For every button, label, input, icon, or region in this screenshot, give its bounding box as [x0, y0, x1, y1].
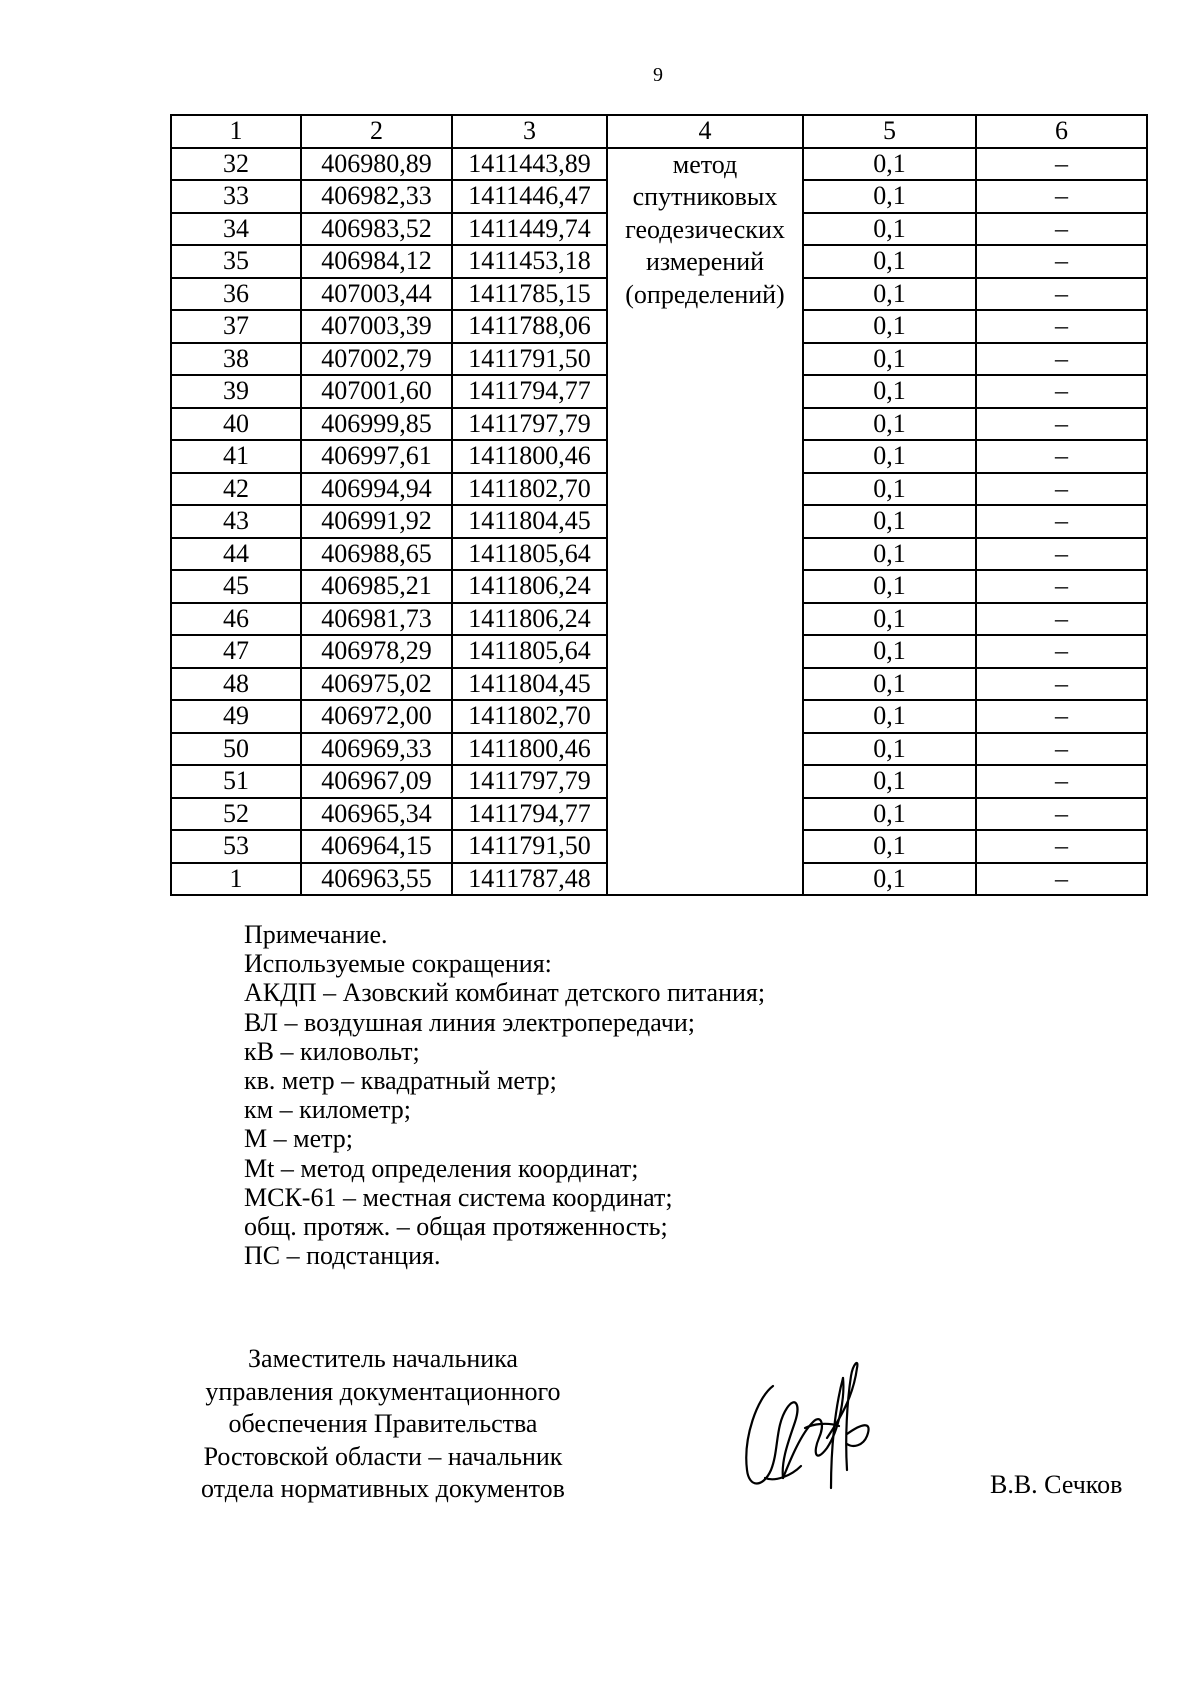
table-cell: 0,1: [803, 635, 976, 668]
table-cell: 406965,34: [301, 798, 452, 831]
table-cell: 51: [171, 765, 301, 798]
table-cell: –: [976, 603, 1147, 636]
table-cell: –: [976, 278, 1147, 311]
table-cell: 0,1: [803, 310, 976, 343]
note-line: АКДП – Азовский комбинат детского питания;: [244, 978, 766, 1008]
table-cell: 406978,29: [301, 635, 452, 668]
table-cell: 38: [171, 343, 301, 376]
table-cell: –: [976, 570, 1147, 603]
table-cell: 40: [171, 408, 301, 441]
table-cell: 44: [171, 538, 301, 571]
table-cell: –: [976, 343, 1147, 376]
note-line: общ. протяж. – общая протяженность;: [244, 1212, 668, 1242]
table-cell: –: [976, 375, 1147, 408]
table-cell: 406988,65: [301, 538, 452, 571]
table-cell: 406983,52: [301, 213, 452, 246]
method-line: спутниковых: [632, 182, 778, 211]
table-cell: 406967,09: [301, 765, 452, 798]
table-cell: 0,1: [803, 700, 976, 733]
table-cell: 407003,39: [301, 310, 452, 343]
table-cell: 0,1: [803, 733, 976, 766]
table-cell: –: [976, 440, 1147, 473]
table-cell: 0,1: [803, 538, 976, 571]
table-cell: 0,1: [803, 830, 976, 863]
note-line: кВ – киловольт;: [244, 1036, 420, 1066]
table-cell: 1411443,89: [452, 148, 607, 181]
table-cell: –: [976, 700, 1147, 733]
method-line: метод: [672, 149, 738, 179]
table-cell: –: [976, 505, 1147, 538]
table-cell: 1411805,64: [452, 538, 607, 571]
header-cell: 2: [301, 115, 452, 148]
table-cell: 406984,12: [301, 245, 452, 278]
signer-name: В.В. Сечков: [990, 1470, 1123, 1499]
table-cell: 406981,73: [301, 603, 452, 636]
method-cell: [607, 148, 803, 896]
table-cell: 1411788,06: [452, 310, 607, 343]
table-cell: 406980,89: [301, 148, 452, 181]
table-header: [171, 115, 1147, 148]
table-cell: 1411794,77: [452, 798, 607, 831]
table-cell: 32: [171, 148, 301, 181]
table-cell: 0,1: [803, 440, 976, 473]
table-row: [171, 148, 1147, 181]
table-cell: –: [976, 830, 1147, 863]
position-line: обеспечения Правительства: [228, 1409, 538, 1438]
note: [244, 920, 765, 1270]
table-cell: 1411797,79: [452, 765, 607, 798]
table-cell: –: [976, 668, 1147, 701]
table-cell: –: [976, 213, 1147, 246]
header-cell: 6: [976, 115, 1147, 148]
table-cell: 1411791,50: [452, 343, 607, 376]
header-cell: 3: [452, 115, 607, 148]
table-cell: –: [976, 473, 1147, 506]
table-cell: 1411804,45: [452, 505, 607, 538]
table-cell: 1: [171, 863, 301, 896]
method-line: (определений): [625, 279, 785, 309]
table-cell: 34: [171, 213, 301, 246]
table-cell: 36: [171, 278, 301, 311]
table-cell: 0,1: [803, 765, 976, 798]
note-line: Используемые сокращения:: [244, 949, 552, 979]
signer-position: [160, 1343, 606, 1506]
table-cell: 1411806,24: [452, 603, 607, 636]
table-cell: 0,1: [803, 148, 976, 181]
table-cell: 0,1: [803, 603, 976, 636]
table-cell: 1411800,46: [452, 440, 607, 473]
table-cell: 1411804,45: [452, 668, 607, 701]
table-cell: 0,1: [803, 505, 976, 538]
table-cell: 406972,00: [301, 700, 452, 733]
table-cell: 406991,92: [301, 505, 452, 538]
note-line: ВЛ – воздушная линия электропередачи;: [244, 1007, 695, 1037]
table-cell: 1411802,70: [452, 700, 607, 733]
note-line: Mt – метод определения координат;: [244, 1153, 639, 1183]
table-cell: 0,1: [803, 473, 976, 506]
table-cell: 47: [171, 635, 301, 668]
table-cell: –: [976, 733, 1147, 766]
table-cell: –: [976, 245, 1147, 278]
method-line: геодезических: [625, 214, 785, 244]
table-cell: 48: [171, 668, 301, 701]
table-cell: 407001,60: [301, 375, 452, 408]
header-cell: 5: [803, 115, 976, 148]
table-cell: 0,1: [803, 180, 976, 213]
table-body: [171, 148, 1147, 896]
table-cell: 406999,85: [301, 408, 452, 441]
table-cell: 45: [171, 570, 301, 603]
table-cell: 49: [171, 700, 301, 733]
table-cell: 1411805,64: [452, 635, 607, 668]
table-cell: 46: [171, 603, 301, 636]
table-cell: 1411787,48: [452, 863, 607, 896]
table-cell: 0,1: [803, 343, 976, 376]
coordinates-table: [170, 114, 1148, 896]
table-cell: 43: [171, 505, 301, 538]
table-cell: 0,1: [803, 245, 976, 278]
table-cell: 407002,79: [301, 343, 452, 376]
position-line: управления документационного: [205, 1376, 561, 1406]
table-cell: 0,1: [803, 375, 976, 408]
table-cell: –: [976, 180, 1147, 213]
header-cell: 4: [607, 115, 803, 148]
table-cell: 39: [171, 375, 301, 408]
table-cell: –: [976, 765, 1147, 798]
table-cell: 1411791,50: [452, 830, 607, 863]
table-cell: 0,1: [803, 570, 976, 603]
table-cell: –: [976, 148, 1147, 181]
table-cell: 0,1: [803, 213, 976, 246]
table-cell: 33: [171, 180, 301, 213]
table-cell: 0,1: [803, 278, 976, 311]
table-cell: 406997,61: [301, 440, 452, 473]
note-line: М – метр;: [244, 1124, 354, 1154]
table-cell: 406969,33: [301, 733, 452, 766]
method-line: измерений: [645, 247, 765, 276]
table-cell: 0,1: [803, 408, 976, 441]
table-cell: –: [976, 408, 1147, 441]
table-cell: –: [976, 635, 1147, 668]
note-line: МСК-61 – местная система координат;: [244, 1182, 673, 1212]
table-cell: 1411806,24: [452, 570, 607, 603]
table-cell: 1411802,70: [452, 473, 607, 506]
table-cell: –: [976, 863, 1147, 896]
table-cell: 52: [171, 798, 301, 831]
table-cell: 1411446,47: [452, 180, 607, 213]
page-number: 9: [653, 64, 663, 86]
table-cell: 406975,02: [301, 668, 452, 701]
table-cell: 53: [171, 830, 301, 863]
table-cell: 406982,33: [301, 180, 452, 213]
table-cell: 0,1: [803, 668, 976, 701]
handwritten-signature: [735, 1338, 895, 1508]
note-line: ПС – подстанция.: [244, 1241, 441, 1271]
note-line: кв. метр – квадратный метр;: [244, 1066, 557, 1096]
table-cell: 1411453,18: [452, 245, 607, 278]
table-cell: 50: [171, 733, 301, 766]
position-line: Ростовской области – начальник: [203, 1441, 563, 1471]
table-cell: 1411785,15: [452, 278, 607, 311]
table-cell: –: [976, 798, 1147, 831]
table-cell: –: [976, 310, 1147, 343]
table-cell: 407003,44: [301, 278, 452, 311]
table-cell: 1411449,74: [452, 213, 607, 246]
table-cell: 35: [171, 245, 301, 278]
table-cell: –: [976, 538, 1147, 571]
table-cell: 406963,55: [301, 863, 452, 896]
position-line: Заместитель начальника: [248, 1344, 518, 1373]
header-cell: 1: [171, 115, 301, 148]
table-cell: 0,1: [803, 863, 976, 896]
table-cell: 1411797,79: [452, 408, 607, 441]
table-cell: 406985,21: [301, 570, 452, 603]
table-cell: 1411794,77: [452, 375, 607, 408]
table-cell: 0,1: [803, 798, 976, 831]
position-line: отдела нормативных документов: [201, 1474, 565, 1503]
table-cell: 37: [171, 310, 301, 343]
table-cell: 42: [171, 473, 301, 506]
note-line: км – километр;: [244, 1095, 412, 1125]
table-cell: 41: [171, 440, 301, 473]
table-cell: 406964,15: [301, 830, 452, 863]
table-cell: 1411800,46: [452, 733, 607, 766]
header-row: [171, 115, 1147, 148]
table-cell: 406994,94: [301, 473, 452, 506]
note-title: Примечание.: [244, 920, 388, 949]
